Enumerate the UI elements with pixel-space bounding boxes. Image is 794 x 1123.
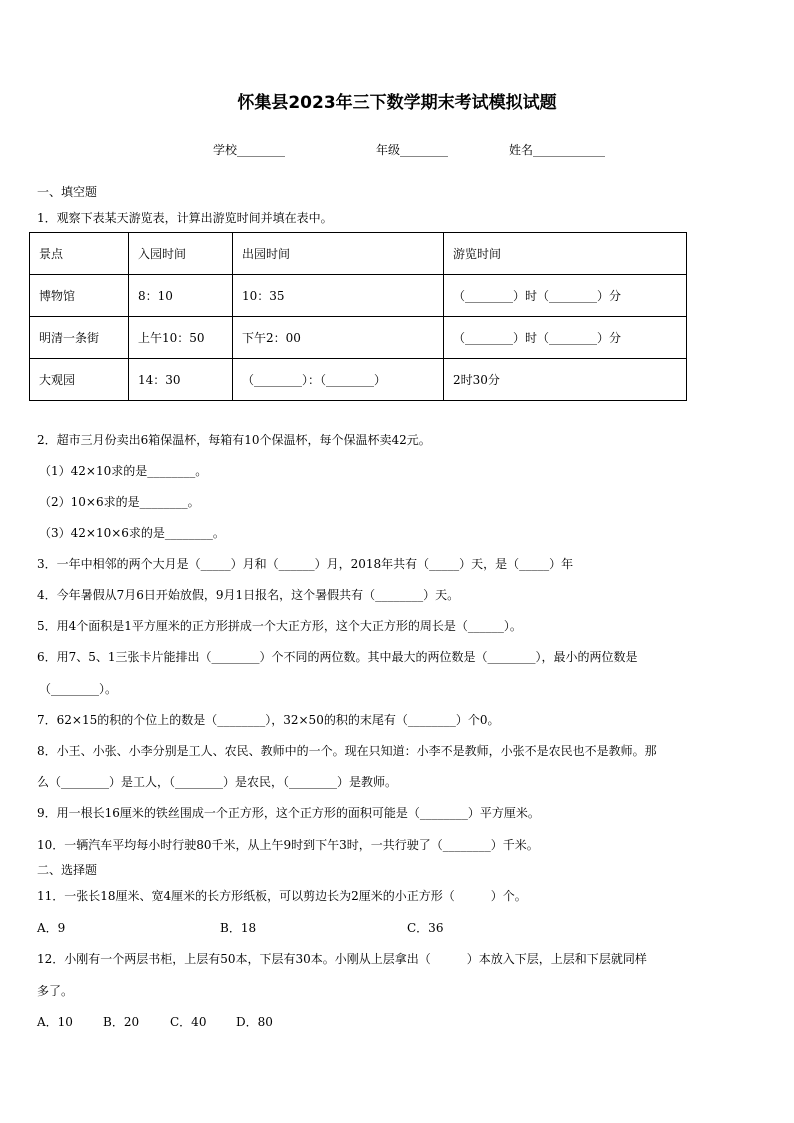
question-8: 8．小王、小张、小李分别是工人、农民、教师中的一个。现在只知道：小李不是教师，小张不是农民也不是教师。那 (37, 744, 657, 758)
option-a: A．10 (37, 1015, 73, 1029)
table-cell: 下午2：00 (233, 317, 444, 359)
table-cell: 大观园 (30, 359, 129, 401)
table-cell: 博物馆 (30, 275, 129, 317)
option-c: C．40 (170, 1015, 207, 1029)
section-heading-fill-blank: 一、填空题 (37, 185, 98, 199)
table-row (30, 317, 687, 359)
table-header-row (30, 233, 687, 275)
option-a: A．9 (37, 921, 66, 935)
question-6-continued: （________）。 (39, 682, 118, 696)
question-7: 7．62×15的积的个位上的数是（________），32×50的积的末尾有（________）个0。 (37, 713, 500, 727)
question-8-continued: 么（________）是工人，（________）是农民，（________）是教师。 (37, 775, 398, 789)
table-cell: （________）时（________）分 (444, 317, 687, 359)
question-2: 2．超市三月份卖出6箱保温杯，每箱有10个保温杯，每个保温杯卖42元。 (37, 433, 431, 447)
page-title: 怀集县2023年三下数学期末考试模拟试题 (237, 93, 557, 113)
question-3: 3．一年中相邻的两个大月是（_____）月和（______）月，2018年共有（_____）天，是（_____）年 (37, 557, 574, 571)
table-cell: 8：10 (129, 275, 233, 317)
option-b: B．18 (220, 921, 257, 935)
table-cell: 明清一条街 (30, 317, 129, 359)
name-field: 姓名____________ (509, 143, 606, 157)
table-header: 景点 (30, 233, 129, 275)
table-cell: （________）时（________）分 (444, 275, 687, 317)
question-9: 9．用一根长16厘米的铁丝围成一个正方形，这个正方形的面积可能是（________）平方厘米。 (37, 806, 540, 820)
table-cell: （________）：（________） (233, 359, 444, 401)
table-header: 出园时间 (233, 233, 444, 275)
question-10: 10．一辆汽车平均每小时行驶80千米，从上午9时到下午3时，一共行驶了（________）千米。 (37, 838, 539, 852)
table-cell: 2时30分 (444, 359, 687, 401)
question-11: 11．一张长18厘米、宽4厘米的长方形纸板，可以剪边长为2厘米的小正方形（ ）个。 (37, 889, 527, 903)
section-heading-choice: 二、选择题 (37, 863, 98, 877)
table-row (30, 359, 687, 401)
question-1: 1．观察下表某天游览表，计算出游览时间并填在表中。 (37, 211, 333, 225)
question-12: 12．小刚有一个两层书柜，上层有50本，下层有30本。小刚从上层拿出（ ）本放入下层，上层和下层就同样 (37, 952, 647, 966)
table-header: 入园时间 (129, 233, 233, 275)
question-2-part-3: （3）42×10×6求的是________。 (39, 526, 225, 540)
table-cell: 10：35 (233, 275, 444, 317)
question-2-part-2: （2）10×6求的是________。 (39, 495, 200, 509)
option-c: C．36 (407, 921, 444, 935)
question-5: 5．用4个面积是1平方厘米的正方形拼成一个大正方形，这个大正方形的周长是（______）。 (37, 619, 522, 633)
option-b: B．20 (103, 1015, 140, 1029)
question-6: 6．用7、5、1三张卡片能排出（________）个不同的两位数。其中最大的两位数是（________），最小的两位数是 (37, 650, 638, 664)
option-d: D．80 (236, 1015, 273, 1029)
table-row (30, 275, 687, 317)
table-header: 游览时间 (444, 233, 687, 275)
tour-table (29, 232, 687, 401)
table-cell: 上午10：50 (129, 317, 233, 359)
question-2-part-1: （1）42×10求的是________。 (39, 464, 208, 478)
school-field: 学校________ (213, 143, 286, 157)
question-12-continued: 多了。 (37, 984, 74, 998)
grade-field: 年级________ (376, 143, 449, 157)
table-cell: 14：30 (129, 359, 233, 401)
question-4: 4．今年暑假从7月6日开始放假，9月1日报名，这个暑假共有（________）天。 (37, 588, 460, 602)
